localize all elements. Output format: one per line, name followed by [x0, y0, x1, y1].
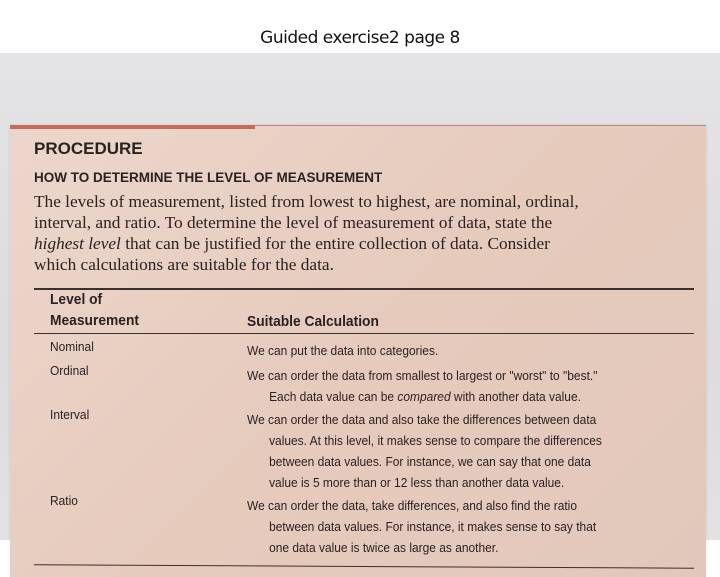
- paragraph-line: The levels of measurement, listed from lowest to highest, are nominal, ordinal,: [34, 192, 579, 211]
- emphasis: highest level: [34, 234, 121, 253]
- top-rule: [255, 125, 706, 126]
- calc-line: We can order the data, take differences, and also find the ratio: [247, 498, 577, 513]
- calc-line: We can put the data into categories.: [247, 343, 439, 358]
- accent-rule: [10, 125, 255, 129]
- procedure-subheading: HOW TO DETERMINE THE LEVEL OF MEASUREMENT: [34, 170, 383, 185]
- table-bottom-rule: [34, 564, 694, 568]
- calc-line: values. At this level, it makes sense to compare the differences: [269, 433, 602, 448]
- procedure-paragraph: [34, 191, 694, 275]
- paragraph-line: [34, 233, 694, 254]
- level-nominal: Nominal: [50, 339, 94, 354]
- level-interval: Interval: [50, 407, 90, 422]
- paragraph-text: that can be justified for the entire collection of data. Consider: [125, 234, 550, 253]
- calc-ratio: [247, 495, 596, 558]
- calc-line: We can order the data and also take the differences between data: [247, 412, 597, 427]
- calc-line: We can order the data from smallest to largest or "worst" to "best.": [247, 368, 598, 383]
- procedure-box: [10, 125, 706, 577]
- header-calculation: Suitable Calculation: [247, 313, 379, 330]
- header-level: [50, 289, 139, 331]
- header-line: Level of: [50, 291, 103, 308]
- calc-line: between data values. For instance, we can say that one data: [269, 454, 591, 469]
- calc-line: [247, 386, 597, 407]
- header-line: Measurement: [50, 312, 139, 329]
- procedure-heading: PROCEDURE: [34, 139, 143, 158]
- calc-nominal: [247, 340, 438, 361]
- calc-line: value is 5 more than or 12 less than another data value.: [269, 475, 565, 490]
- calc-text: Each data value can be: [269, 389, 398, 404]
- header-rule: [34, 333, 694, 334]
- slide-title: Guided exercise2 page 8: [260, 28, 460, 48]
- level-ratio: Ratio: [50, 493, 78, 508]
- calc-line: between data values. For instance, it makes sense to say that: [269, 519, 597, 534]
- level-ordinal: Ordinal: [50, 363, 89, 378]
- emphasis: compared: [397, 389, 451, 404]
- calc-interval: [247, 409, 602, 493]
- paragraph-line: interval, and ratio. To determine the level of measurement of data, state the: [34, 213, 553, 232]
- textbook-photo: [0, 53, 720, 555]
- paragraph-line: which calculations are suitable for the data.: [34, 255, 334, 274]
- calc-text: with another data value.: [450, 389, 581, 404]
- calc-line: one data value is twice as large as another.: [269, 540, 499, 555]
- calc-ordinal: [247, 365, 597, 407]
